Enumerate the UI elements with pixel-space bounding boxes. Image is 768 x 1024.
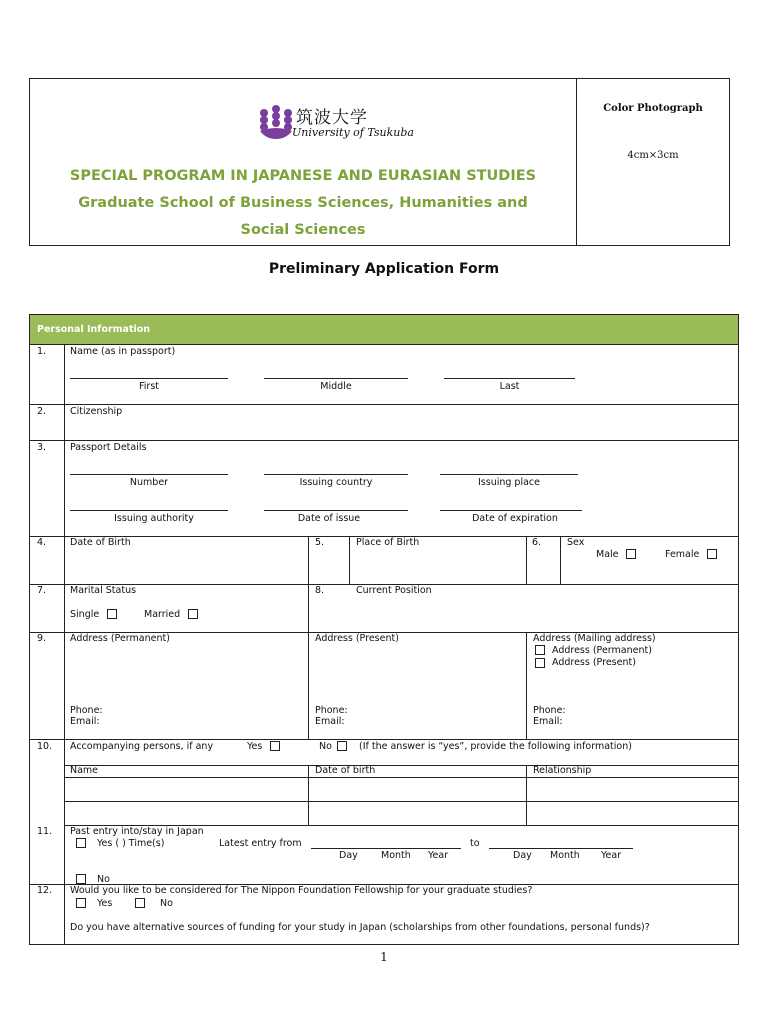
mailing-permanent-label: Address (Permanent) xyxy=(552,645,652,656)
issuing-authority-caption: Issuing authority xyxy=(114,513,194,524)
row-number: 5. xyxy=(315,537,325,548)
no-label: No xyxy=(97,874,110,885)
year-caption: Year xyxy=(601,850,622,861)
no-label: No xyxy=(160,898,173,909)
past-entry-label: Past entry into/stay in Japan xyxy=(70,826,204,837)
yes-times-label: Yes ( ) Time(s) xyxy=(97,838,165,849)
last-name-field[interactable] xyxy=(444,378,575,379)
latest-entry-label: Latest entry from xyxy=(219,838,302,849)
no-label: No xyxy=(319,741,332,752)
col-relationship-header: Relationship xyxy=(533,765,592,776)
email-label: Email: xyxy=(315,716,345,727)
past-entry-yes-checkbox[interactable] xyxy=(76,838,86,848)
married-label: Married xyxy=(144,609,181,620)
middle-caption: Middle xyxy=(320,381,352,392)
yes-label: Yes xyxy=(247,741,263,752)
logo-kanji: 筑波大学 xyxy=(296,108,368,128)
section-title: Personal Information xyxy=(37,324,151,335)
marital-status-label: Marital Status xyxy=(70,585,137,596)
accompanying-note: (If the answer is “yes”, provide the following information) xyxy=(359,741,632,752)
row-number: 10. xyxy=(37,741,53,752)
row-number: 3. xyxy=(37,442,47,453)
row-number: 8. xyxy=(315,585,325,596)
section-header xyxy=(29,314,738,344)
phone-label: Phone: xyxy=(533,705,566,716)
current-position-label: Current Position xyxy=(356,585,432,596)
page-number: 1 xyxy=(380,950,388,964)
date-of-expiration-field[interactable] xyxy=(440,510,582,511)
issuing-place-caption: Issuing place xyxy=(478,477,540,488)
personal-info-table xyxy=(29,314,738,945)
to-label: to xyxy=(470,838,480,849)
row-number: 11. xyxy=(37,826,53,837)
accompanying-yes-checkbox[interactable] xyxy=(270,741,280,751)
school-line-1: Graduate School of Business Sciences, Humanities and xyxy=(78,195,528,211)
passport-label: Passport Details xyxy=(70,442,147,453)
phone-label: Phone: xyxy=(70,705,103,716)
funding-question: Do you have alternative sources of funding for your study in Japan (scholarships from other foundations, personal funds)? xyxy=(70,922,650,933)
first-name-field[interactable] xyxy=(70,378,228,379)
female-label: Female xyxy=(665,549,700,560)
row-number: 4. xyxy=(37,537,47,548)
citizenship-label: Citizenship xyxy=(70,406,123,417)
email-label: Email: xyxy=(70,716,100,727)
header-box xyxy=(29,78,730,246)
month-caption: Month xyxy=(381,850,411,861)
address-present-label: Address (Present) xyxy=(315,633,399,644)
single-label: Single xyxy=(70,609,100,620)
issuing-country-field[interactable] xyxy=(264,474,408,475)
paulownia-crest-icon xyxy=(256,103,296,141)
mailing-present-label: Address (Present) xyxy=(552,657,636,668)
row-number: 12. xyxy=(37,885,53,896)
entry-from-field[interactable] xyxy=(311,848,461,849)
form-title: Preliminary Application Form xyxy=(268,261,500,277)
issuing-country-caption: Issuing country xyxy=(299,477,373,488)
logo-subtext: University of Tsukuba xyxy=(292,126,414,139)
row-number: 9. xyxy=(37,633,47,644)
passport-number-field[interactable] xyxy=(70,474,228,475)
issuing-place-field[interactable] xyxy=(440,474,578,475)
address-mailing-label: Address (Mailing address) xyxy=(533,633,656,644)
male-label: Male xyxy=(596,549,619,560)
middle-name-field[interactable] xyxy=(264,378,408,379)
dob-label: Date of Birth xyxy=(70,537,131,548)
fellowship-yes-checkbox[interactable] xyxy=(76,898,86,908)
female-checkbox[interactable] xyxy=(707,549,717,559)
date-of-issue-field[interactable] xyxy=(264,510,408,511)
photo-size: 4cm×3cm xyxy=(627,150,679,161)
yes-label: Yes xyxy=(97,898,113,909)
number-caption: Number xyxy=(129,477,169,488)
university-logo xyxy=(256,103,426,141)
first-caption: First xyxy=(139,381,159,392)
col-dob-header: Date of birth xyxy=(315,765,376,776)
single-checkbox[interactable] xyxy=(107,609,117,619)
col-name-header: Name xyxy=(70,765,99,776)
date-of-issue-caption: Date of issue xyxy=(297,513,361,524)
last-caption: Last xyxy=(499,381,520,392)
fellowship-question: Would you like to be considered for The Nippon Foundation Fellowship for your graduate studies? xyxy=(70,885,533,896)
row-number: 2. xyxy=(37,406,47,417)
date-of-expiration-caption: Date of expiration xyxy=(472,513,558,524)
address-permanent-label: Address (Permanent) xyxy=(70,633,170,644)
day-caption: Day xyxy=(339,850,358,861)
entry-to-field[interactable] xyxy=(489,848,633,849)
accompanying-no-checkbox[interactable] xyxy=(337,741,347,751)
male-checkbox[interactable] xyxy=(626,549,636,559)
mailing-permanent-checkbox[interactable] xyxy=(535,645,545,655)
photo-label: Color Photograph xyxy=(603,103,703,114)
phone-label: Phone: xyxy=(315,705,348,716)
email-label: Email: xyxy=(533,716,563,727)
program-title: SPECIAL PROGRAM IN JAPANESE AND EURASIAN STUDIES xyxy=(69,168,537,184)
fellowship-no-checkbox[interactable] xyxy=(135,898,145,908)
place-of-birth-label: Place of Birth xyxy=(356,537,420,548)
school-line-2: Social Sciences xyxy=(240,222,366,238)
accompanying-label: Accompanying persons, if any xyxy=(70,741,214,752)
issuing-authority-field[interactable] xyxy=(70,510,228,511)
row-number: 1. xyxy=(37,346,47,357)
row-number: 7. xyxy=(37,585,47,596)
month-caption: Month xyxy=(550,850,580,861)
married-checkbox[interactable] xyxy=(188,609,198,619)
day-caption: Day xyxy=(513,850,532,861)
year-caption: Year xyxy=(428,850,449,861)
mailing-present-checkbox[interactable] xyxy=(535,658,545,668)
sex-label: Sex xyxy=(567,537,585,548)
row-number: 6. xyxy=(532,537,542,548)
name-label: Name (as in passport) xyxy=(70,346,176,357)
past-entry-no-checkbox[interactable] xyxy=(76,874,86,884)
